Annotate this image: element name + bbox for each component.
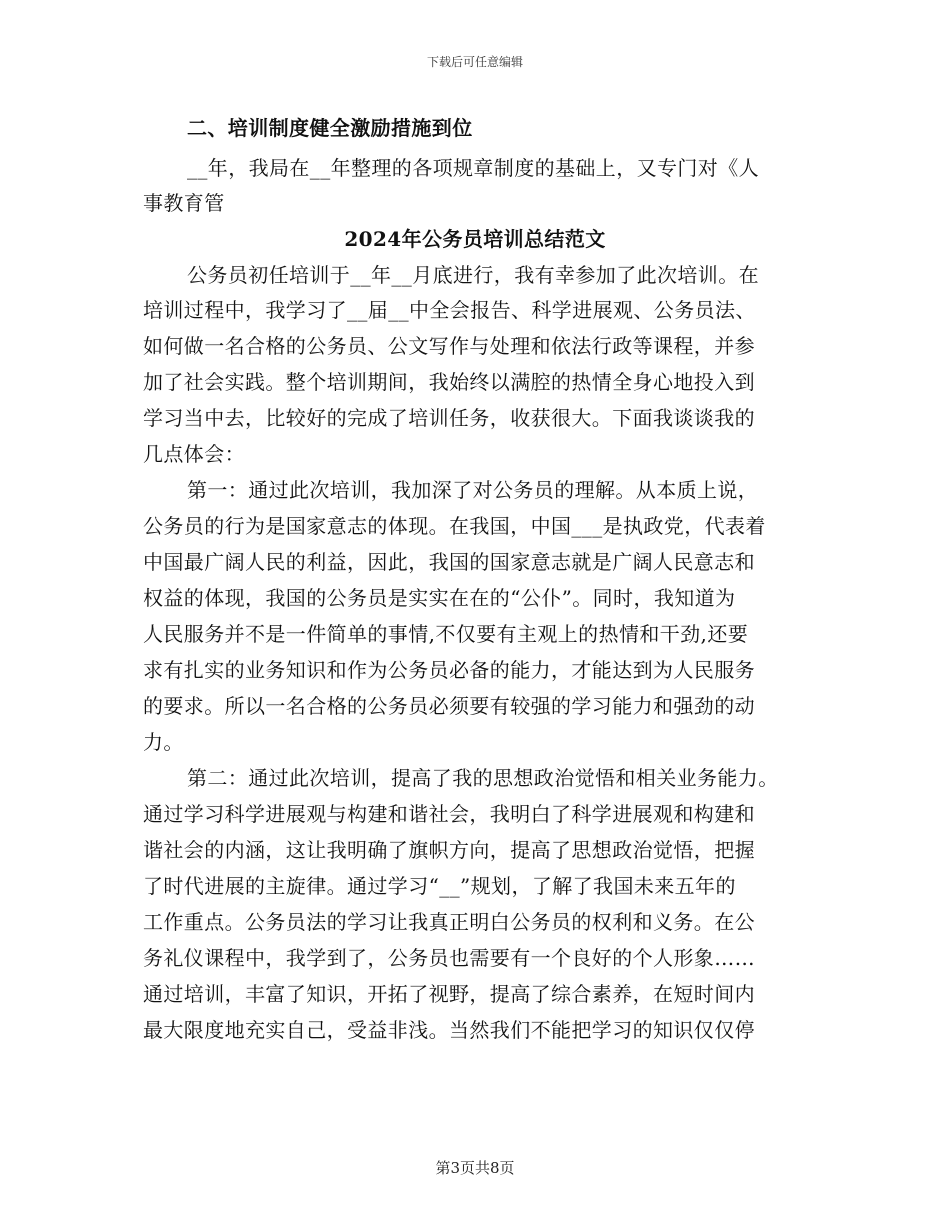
body-line: 最大限度地充实自己，受益非浅。当然我们不能把学习的知识仅仅停 [143, 1018, 755, 1042]
article-title: 2024年公务员培训总结范文 [344, 227, 606, 251]
body-line: __年，我局在__年整理的各项规章制度的基础上，又专门对《人 [187, 156, 759, 180]
body-line: 公务员的行为是国家意志的体现。在我国，中国___是执政党，代表着 [143, 514, 766, 538]
body-line: 第二：通过此次培训，提高了我的思想政治觉悟和相关业务能力。 [187, 766, 779, 790]
body-line: 几点体会： [143, 442, 245, 466]
body-line: 了时代进展的主旋律。通过学习“__”规划，了解了我国未来五年的 [143, 874, 736, 898]
body-line: 第一：通过此次培训，我加深了对公务员的理解。从本质上说， [187, 478, 759, 502]
body-line: 务礼仪课程中，我学到了，公务员也需要有一个良好的个人形象…… [143, 946, 755, 970]
body-line: 工作重点。公务员法的学习让我真正明白公务员的权利和义务。在公 [143, 910, 755, 934]
body-line: 培训过程中，我学习了__届__中全会报告、科学进展观、公务员法、 [143, 298, 756, 322]
body-line: 加了社会实践。整个培训期间，我始终以满腔的热情全身心地投入到 [143, 370, 755, 394]
body-line: 求有扎实的业务知识和作为公务员必备的能力，才能达到为人民服务 [143, 658, 755, 682]
page-header: 下载后可任意编辑 [426, 55, 523, 69]
body-line: 公务员初任培训于__年__月底进行，我有幸参加了此次培训。在 [187, 263, 759, 287]
page-footer: 第3页共8页 [435, 1159, 515, 1177]
body-line: 如何做一名合格的公务员、公文写作与处理和依法行政等课程，并参 [143, 334, 755, 358]
body-line: 学习当中去，比较好的完成了培训任务，收获很大。下面我谈谈我的 [143, 406, 755, 430]
section-heading: 二、培训制度健全激励措施到位 [187, 116, 473, 140]
body-line: 权益的体现，我国的公务员是实实在在的“公仆”。同时，我知道为 [143, 586, 736, 610]
body-line: 事教育管 [143, 191, 225, 215]
body-line: 谐社会的内涵，这让我明确了旗帜方向，提高了思想政治觉悟，把握 [143, 838, 755, 862]
body-line: 中国最广阔人民的利益，因此，我国的国家意志就是广阔人民意志和 [143, 550, 755, 574]
body-line: 人民服务并不是一件简单的事情,不仅要有主观上的热情和干劲,还要 [143, 622, 749, 646]
body-line: 力。 [143, 730, 184, 754]
body-line: 的要求。所以一名合格的公务员必须要有较强的学习能力和强劲的动 [143, 694, 755, 718]
body-line: 通过培训，丰富了知识，开拓了视野，提高了综合素养，在短时间内 [143, 982, 755, 1006]
body-line: 通过学习科学进展观与构建和谐社会，我明白了科学进展观和构建和 [143, 802, 755, 826]
